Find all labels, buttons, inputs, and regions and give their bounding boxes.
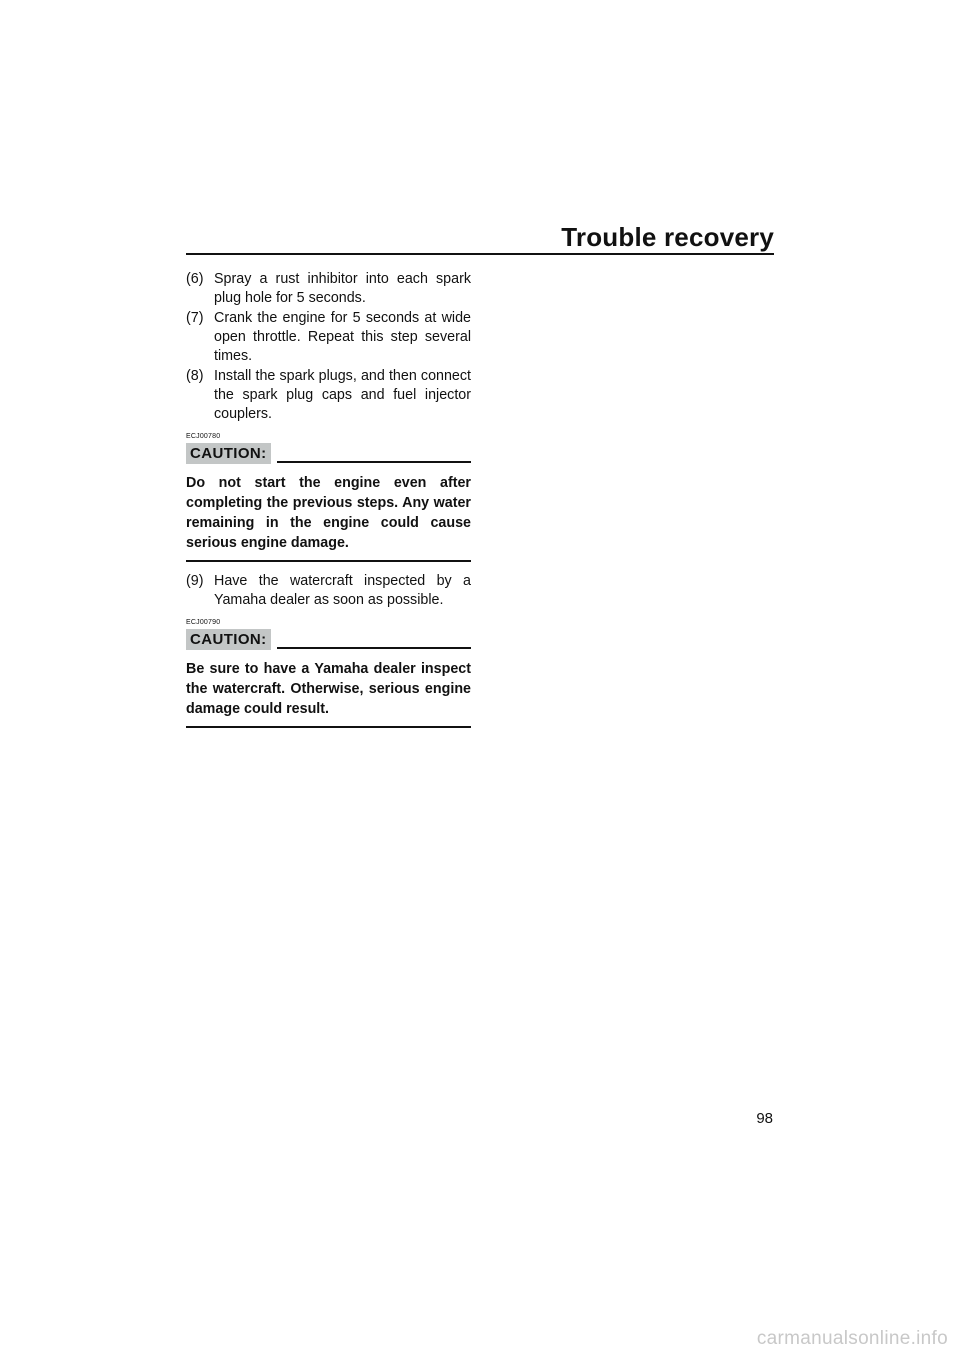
- page-title: Trouble recovery: [561, 222, 774, 252]
- step-item: [186, 367, 471, 424]
- step-number: (8): [186, 368, 204, 384]
- step-item: [186, 572, 471, 610]
- caution-header: [186, 443, 471, 464]
- title-rule: [186, 253, 774, 255]
- caution-rule: [277, 647, 471, 649]
- caution-label: CAUTION:: [186, 443, 271, 464]
- content-column: [186, 270, 471, 728]
- caution-text: Be sure to have a Yamaha dealer inspect the watercraft. Otherwise, serious engine damage could result.: [186, 659, 471, 728]
- caution-header: [186, 629, 471, 650]
- caution-text: Do not start the engine even after completing the previous steps. Any water remaining in the engine could cause serious engine damage.: [186, 473, 471, 562]
- watermark: carmanualsonline.info: [756, 1328, 948, 1349]
- step-number: (7): [186, 310, 204, 326]
- step-item: [186, 309, 471, 366]
- page-number: 98: [756, 1110, 773, 1127]
- caution-label: CAUTION:: [186, 629, 271, 650]
- caution-code: ECJ00790: [186, 619, 221, 626]
- caution-code: ECJ00780: [186, 433, 221, 440]
- step-text: Have the watercraft inspected by a Yamaha dealer as soon as possible.: [214, 573, 471, 608]
- step-number: (6): [186, 271, 204, 287]
- step-item: [186, 270, 471, 308]
- caution-rule: [277, 461, 471, 463]
- step-text: Spray a rust inhibitor into each spark plug hole for 5 seconds.: [214, 271, 471, 306]
- step-number: (9): [186, 573, 204, 589]
- step-text: Install the spark plugs, and then connect the spark plug caps and fuel injector couplers.: [214, 368, 471, 422]
- step-text: Crank the engine for 5 seconds at wide open throttle. Repeat this step several times.: [214, 310, 471, 364]
